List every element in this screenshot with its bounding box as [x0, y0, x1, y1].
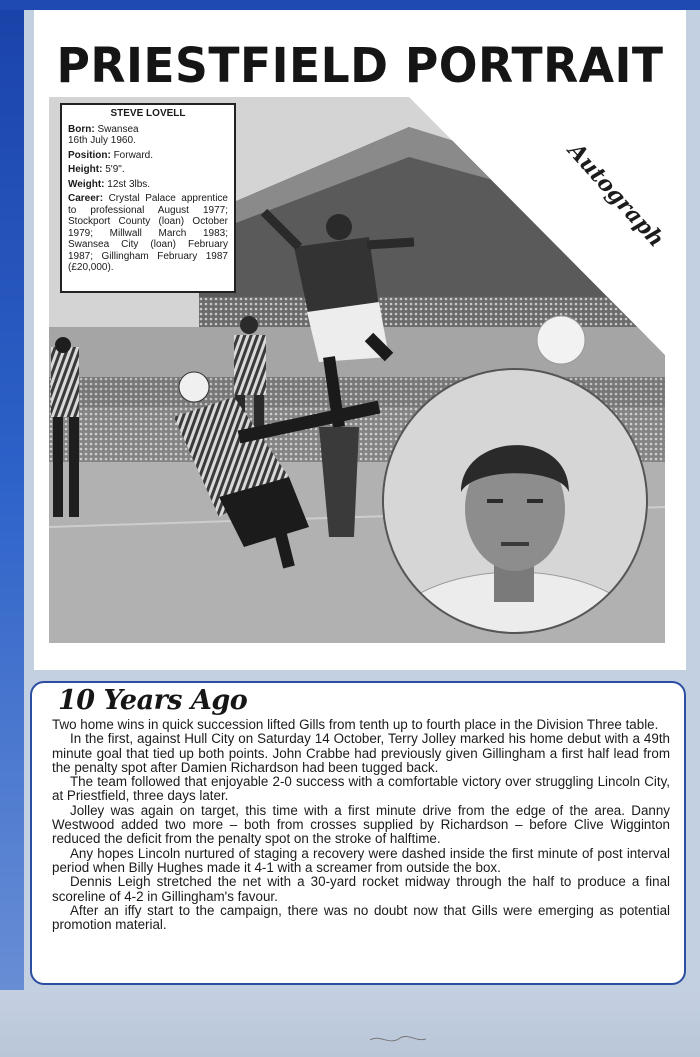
weight-line: [68, 179, 228, 191]
autograph-label: Autograph: [562, 138, 670, 253]
page-title: PRIESTFIELD PORTRAIT: [56, 38, 664, 94]
paragraph: In the first, against Hull City on Saturday 14 October, Terry Jolley marked his home debut with a 49th minute goal that tied up both points. John Crabbe had previously given Gillingham a first half lead from the penalty spot after Damien Richardson had been tugged back.: [52, 731, 670, 775]
height-value: 5'9".: [105, 164, 125, 175]
height-line: [68, 164, 228, 176]
player-name: STEVE LOVELL: [110, 108, 186, 119]
paragraph: The team followed that enjoyable 2-0 success with a comfortable victory over struggling Lincoln City, at Priestfield, three days later.: [52, 774, 670, 804]
height-label: Height:: [68, 164, 103, 175]
weight-label: Weight:: [68, 178, 105, 190]
paragraph: After an iffy start to the campaign, there was no doubt now that Gills were emerging as potential promotion material.: [52, 902, 670, 933]
career-label: Career:: [68, 193, 104, 204]
career-value: Crystal Palace apprentice to professional August 1977; Stockport County (loan) October 1979; Millwall March 1983; Swansea City (loan) February 1987; Gillingham February 1987 (£20,000).: [68, 193, 228, 273]
player-info-box: [60, 103, 236, 293]
ten-years-ago-heading: 10 Years Ago: [58, 685, 248, 716]
paragraph: Two home wins in quick succession lifted Gills from tenth up to fourth place in the Division Three table.: [52, 717, 659, 732]
page-top-blue: [0, 0, 700, 10]
position-value: Forward.: [113, 149, 154, 161]
pen-scribble-mark: [368, 1030, 428, 1050]
ten-years-ago-box: [30, 681, 686, 985]
paragraph: Dennis Leigh stretched the net with a 30-yard rocket midway through the half to produce a final scoreline of 4-2 in Gillingham's favour.: [52, 874, 670, 904]
born-line: [68, 124, 228, 147]
born-place: Swansea: [97, 123, 139, 135]
weight-value: 12st 3lbs.: [107, 178, 151, 190]
page-bottom-area: [0, 990, 700, 1057]
paragraph: Any hopes Lincoln nurtured of staging a recovery were dashed inside the first minute of post interval period when Billy Hughes made it 4-1 with a screamer from outside the box.: [52, 845, 670, 875]
position-line: [68, 150, 228, 162]
born-date: 16th July 1960.: [68, 135, 136, 146]
career-line: [68, 193, 228, 274]
page-edge-blue: [0, 0, 24, 1057]
born-label: Born:: [68, 123, 95, 135]
position-label: Position:: [68, 149, 111, 161]
ten-years-ago-body: [52, 718, 670, 932]
paragraph: Jolley was again on target, this time with a first minute drive from the edge of the area. Danny Westwood added two more – both from crosses supplied by Richardson – before Clive Wigginton reduced the deficit from the penalty spot on the stroke of halftime.: [52, 802, 670, 847]
